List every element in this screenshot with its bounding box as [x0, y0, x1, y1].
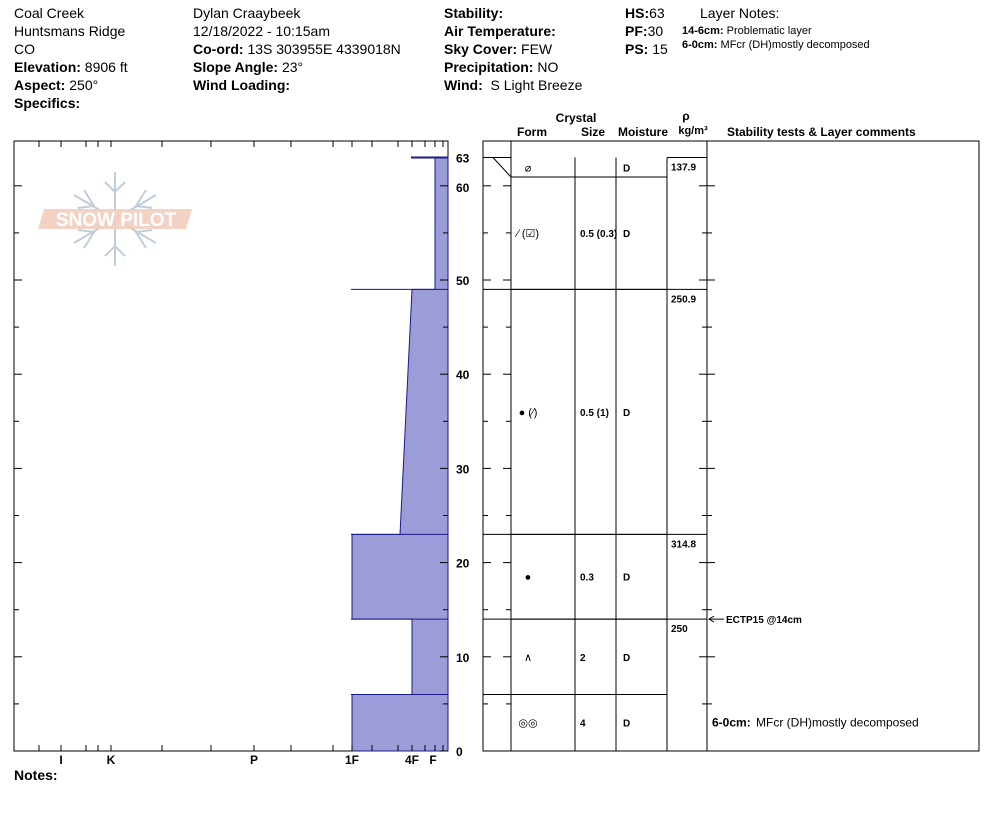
hardness-plot-frame — [14, 141, 448, 751]
ps-value: 15 — [652, 41, 668, 57]
observer-name: Dylan Craaybeek — [193, 5, 301, 21]
precip-value: NO — [537, 59, 559, 75]
ps-label: PS: — [625, 41, 649, 57]
layer-form-symbol: ● (⁄) — [518, 406, 538, 419]
depth-tick-label: 0 — [456, 745, 463, 759]
hardness-label: 1F — [344, 753, 360, 767]
depth-tick-label: 20 — [456, 556, 470, 571]
layer-moisture: D — [623, 229, 631, 241]
layer-size: 0.5 (1) — [580, 407, 609, 419]
layer-notes-title: Layer Notes: — [700, 5, 780, 21]
hardness-label: F — [429, 753, 437, 767]
column-header-size: Size — [580, 125, 606, 139]
stability-label: Stability: — [444, 5, 504, 21]
depth-tick-label: 10 — [456, 650, 470, 665]
site-state: CO — [14, 41, 35, 57]
slope-label: Slope Angle: — [193, 59, 279, 75]
depth-tick-label: 63 — [456, 151, 470, 166]
aspect-label: Aspect: — [14, 77, 66, 93]
site-location: Coal Creek — [14, 5, 85, 21]
depth-tick-label: 40 — [456, 368, 470, 383]
logo-text: SNOW PILOT — [55, 210, 177, 231]
hardness-label: I — [59, 753, 63, 767]
pf-label: PF: — [625, 23, 648, 39]
elevation-value: 8906 ft — [84, 59, 128, 75]
depth-tick-label: 60 — [456, 180, 470, 195]
hardness-label: P — [249, 753, 259, 767]
snowpilot-logo — [38, 172, 192, 266]
coord-value: 13S 303955E 4339018N — [247, 41, 401, 57]
wind-value: S Light Breeze — [490, 77, 583, 93]
layer-size: 0.3 — [580, 572, 594, 584]
connector-line — [483, 158, 511, 177]
layer-comment-text: MFcr (DH)mostly decomposed — [756, 715, 919, 730]
column-header-rho: ρ — [682, 109, 690, 123]
depth-tick-label: 30 — [456, 462, 470, 477]
layer-density: 314.8 — [671, 539, 697, 551]
layer-size: 4 — [580, 718, 586, 730]
precip-label: Precipitation: — [444, 59, 534, 75]
layer-size: 2 — [580, 652, 586, 664]
layer-form-symbol: ● — [524, 571, 532, 584]
hs-value: 63 — [649, 5, 665, 21]
layer-moisture: D — [623, 407, 631, 419]
column-header-crystal: Crystal — [555, 111, 597, 125]
layer-form-symbol: ⁄ (☑) — [516, 228, 540, 241]
layer-note-text: Problematic layer — [726, 25, 812, 37]
column-header-stability: Stability tests & Layer comments — [727, 125, 916, 139]
layer-moisture: D — [623, 718, 631, 730]
sky-value: FEW — [521, 41, 553, 57]
layer-density: 137.9 — [671, 162, 697, 174]
layer-note-text: MFcr (DH)mostly decomposed — [720, 39, 870, 51]
column-header-moisture: Moisture — [617, 125, 669, 139]
layer-comment-range: 6-0cm: — [712, 715, 751, 730]
sky-label: Sky Cover: — [444, 41, 518, 57]
specifics-label: Specifics: — [14, 95, 81, 111]
layer-density: 250 — [671, 624, 688, 636]
site-area: Huntsmans Ridge — [14, 23, 126, 39]
layer-form-symbol: ⌀ — [524, 162, 532, 175]
notes-label: Notes: — [14, 767, 58, 783]
column-header-density-unit: kg/m³ — [678, 125, 708, 137]
air-temp-label: Air Temperature: — [444, 23, 556, 39]
hardness-label: 4F — [404, 753, 420, 767]
depth-tick-label: 50 — [456, 274, 470, 288]
layer-form-symbol: ◎◎ — [518, 717, 538, 730]
observation-datetime: 12/18/2022 - 10:15am — [193, 23, 330, 39]
aspect-value: 250° — [69, 77, 99, 93]
layer-size: 0.5 (0.3) — [580, 229, 618, 241]
elevation-label: Elevation: — [14, 59, 81, 75]
pf-value: 30 — [647, 23, 664, 39]
layer-note-range: 14-6cm: — [682, 25, 724, 37]
stability-test-label: ECTP15 @14cm — [726, 615, 802, 627]
wind-label: Wind: — [444, 77, 483, 93]
hardness-profile-area — [352, 158, 448, 751]
column-header-form: Form — [517, 125, 547, 139]
layer-note-range: 6-0cm: — [682, 39, 718, 51]
layer-moisture: D — [623, 652, 631, 664]
hs-label: HS: — [625, 5, 650, 21]
slope-value: 23° — [281, 59, 304, 75]
hardness-label: K — [106, 753, 116, 767]
wind-loading-label: Wind Loading: — [193, 77, 291, 93]
layer-form-symbol: ∧ — [523, 651, 533, 664]
layer-moisture: D — [623, 572, 631, 584]
coord-label: Co-ord: — [193, 41, 244, 57]
layer-density: 250.9 — [671, 294, 697, 306]
layer-moisture: D — [623, 163, 631, 175]
layer-table-frame — [483, 141, 979, 751]
